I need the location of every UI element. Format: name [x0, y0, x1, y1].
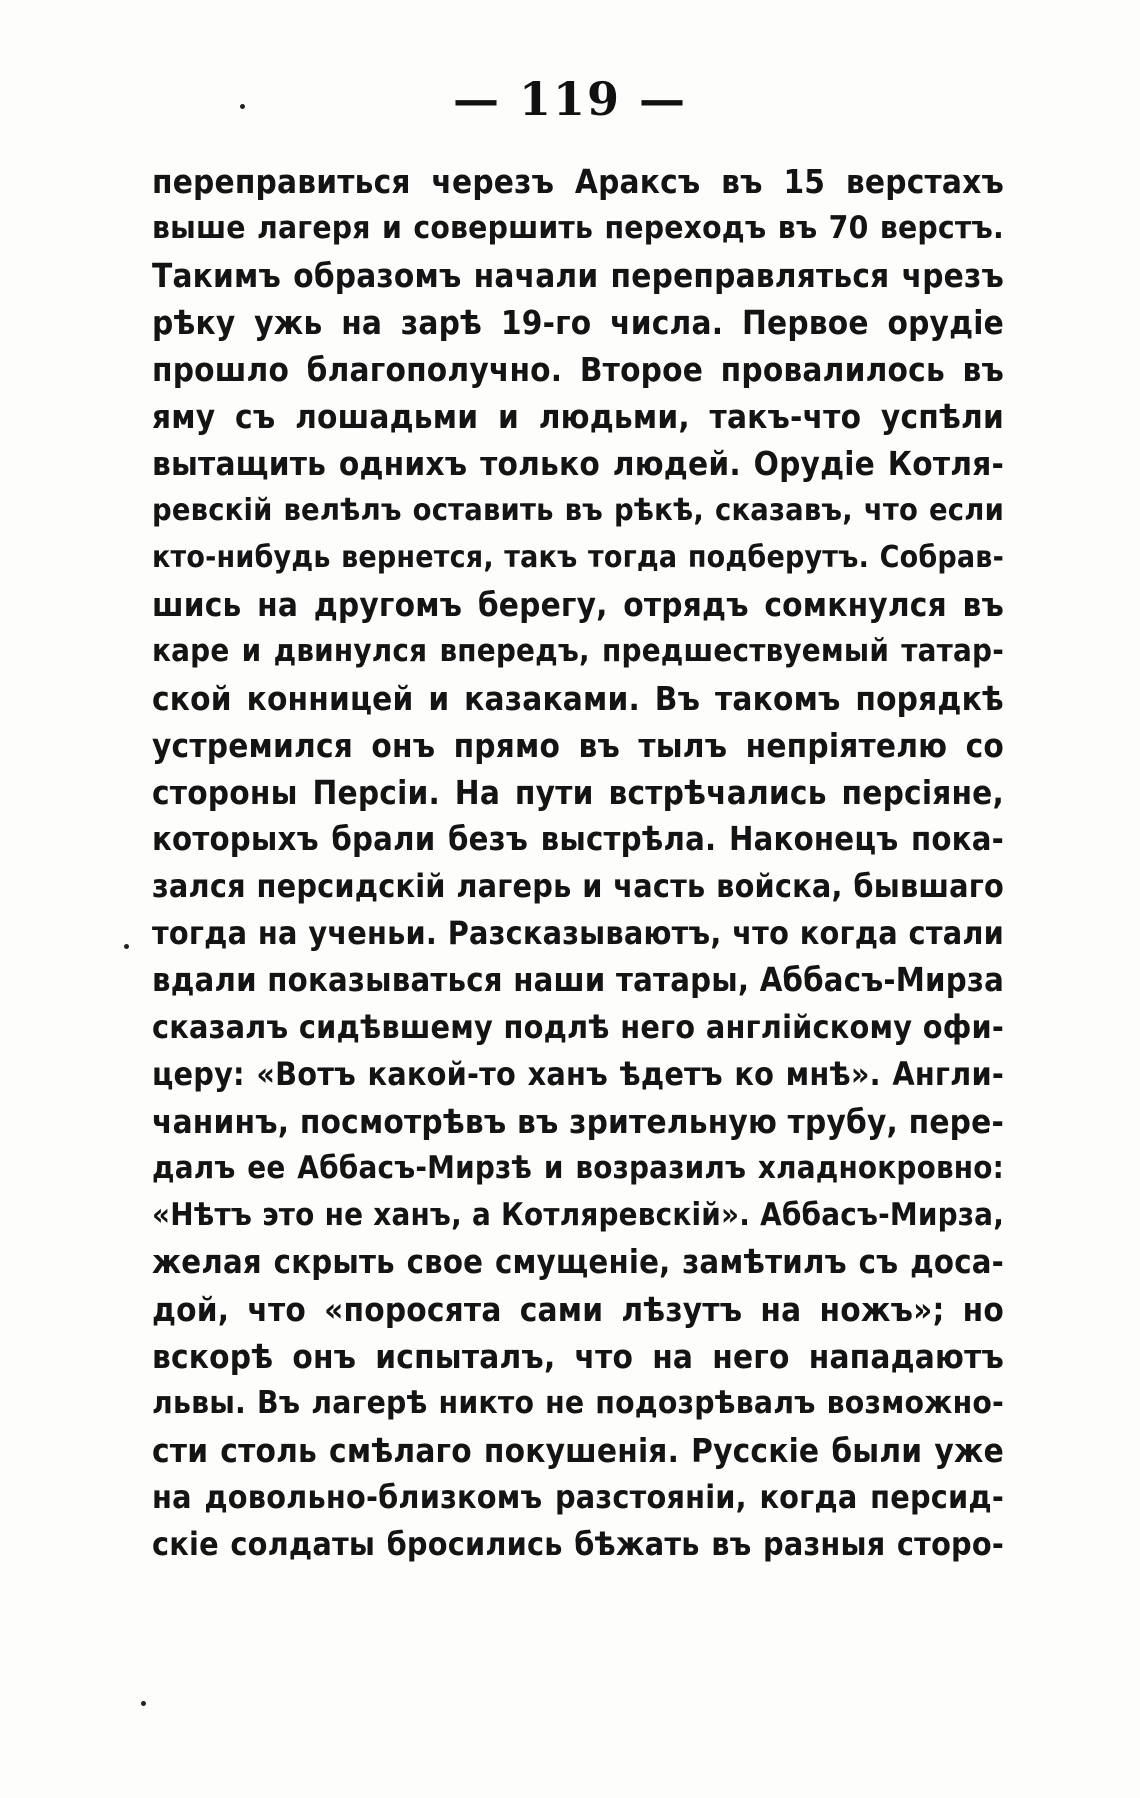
- ink-speck: [124, 944, 129, 949]
- text-line: ревскій велѣлъ оставить въ рѣкѣ, сказавъ, что если: [152, 493, 1004, 528]
- text-line: вдали показываться наши татары, Аббасъ-Мирза: [152, 961, 1004, 999]
- text-line: тогда на ученьи. Разсказываютъ, что когда стали: [152, 914, 1004, 952]
- text-line: переправиться черезъ Араксъ въ 15 верстахъ: [152, 162, 1004, 201]
- text-line: зался персидскій лагерь и часть войска, бывшаго: [152, 867, 1004, 905]
- text-line: дой, что «поросята сами лѣзутъ на ножъ»; но: [152, 1290, 1004, 1329]
- text-line: прошло благополучно. Второе провалилось въ: [152, 350, 1004, 389]
- text-line: рѣку ужь на зарѣ 19-го числа. Первое орудіе: [152, 303, 1004, 342]
- text-line: стороны Персіи. На пути встрѣчались персіяне,: [152, 773, 1004, 812]
- text-line: вскорѣ онъ испыталъ, что на него нападаютъ: [152, 1337, 1004, 1376]
- text-line: каре и двинулся впередъ, предшествуемый татар-: [152, 633, 1004, 669]
- text-line: на довольно-близкомъ разстояніи, когда персид-: [152, 1478, 1004, 1516]
- text-line: скіе солдаты бросились бѣжать въ разныя сторо-: [152, 1525, 1004, 1563]
- text-line: вытащить однихъ только людей. Орудіе Котля-: [152, 444, 1004, 483]
- text-line: яму съ лошадьми и людьми, такъ-что успѣли: [152, 397, 1004, 436]
- page-number: — 119 —: [452, 72, 688, 126]
- text-line: сти столь смѣлаго покушенія. Русскіе были уже: [152, 1431, 1004, 1470]
- text-line: выше лагеря и совершить переходъ въ 70 верстъ.: [152, 210, 1004, 246]
- text-line: сказалъ сидѣвшему подлѣ него англійскому офи-: [152, 1008, 1004, 1046]
- text-line: Такимъ образомъ начали переправляться чрезъ: [152, 256, 1004, 295]
- text-line: ской конницей и казаками. Въ такомъ порядкѣ: [152, 679, 1004, 718]
- text-line: «Нѣтъ это не ханъ, а Котляревскій». Аббасъ-Мирза,: [152, 1197, 1004, 1233]
- text-line: желая скрыть свое смущеніе, замѣтилъ съ доса-: [152, 1243, 1004, 1281]
- text-line: шись на другомъ берегу, отрядъ сомкнулся въ: [152, 585, 1004, 624]
- body-text: [152, 158, 1004, 1568]
- text-line: которыхъ брали безъ выстрѣла. Наконецъ пока-: [152, 820, 1004, 858]
- text-line: устремился онъ прямо въ тылъ непріятелю со: [152, 726, 1004, 765]
- text-line: чанинъ, посмотрѣвъ въ зрительную трубу, пере-: [152, 1102, 1004, 1141]
- text-line: далъ ее Аббасъ-Мирзѣ и возразилъ хладнокровно:: [152, 1150, 1004, 1186]
- text-line: кто-нибудь вернется, такъ тогда подберутъ. Собрав-: [152, 540, 1004, 575]
- text-line: церу: «Вотъ какой-то ханъ ѣдетъ ко мнѣ». Англи-: [152, 1055, 1004, 1093]
- ink-speck: [141, 1701, 146, 1706]
- text-line: львы. Въ лагерѣ никто не подозрѣвалъ возможно-: [152, 1385, 1004, 1421]
- ink-speck: [240, 104, 245, 109]
